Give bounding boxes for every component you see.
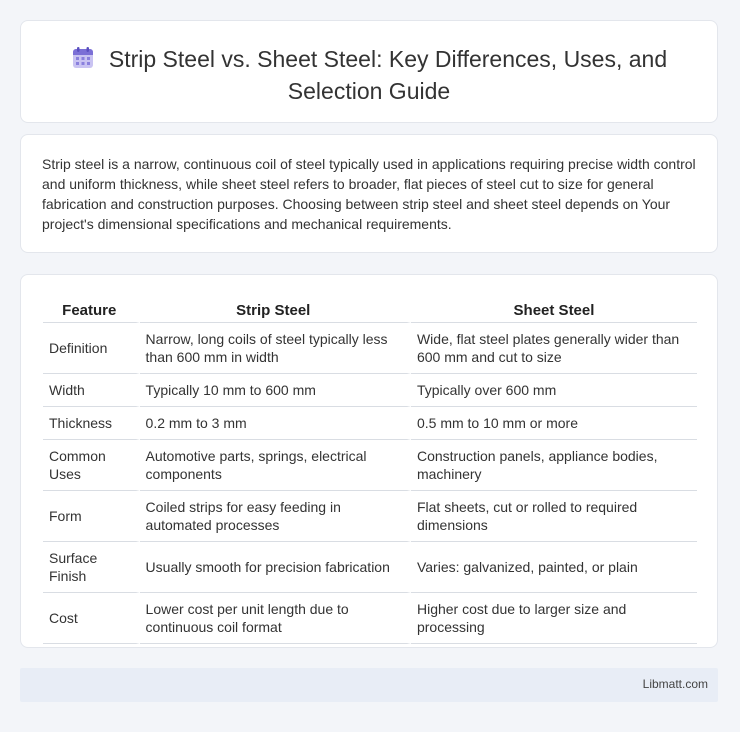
cell-strip: Narrow, long coils of steel typically less than 600 mm in width: [140, 323, 411, 374]
table-row: [43, 374, 697, 407]
cell-sheet: Varies: galvanized, painted, or plain: [411, 542, 697, 593]
intro-card: [20, 134, 718, 253]
cell-sheet: Wide, flat steel plates generally wider than 600 mm and cut to size: [411, 323, 697, 374]
table-row: [43, 491, 697, 542]
cell-strip: Automotive parts, springs, electrical components: [140, 440, 411, 491]
footer-bar: [20, 668, 718, 702]
cell-sheet: Construction panels, appliance bodies, machinery: [411, 440, 697, 491]
cell-sheet: 0.5 mm to 10 mm or more: [411, 407, 697, 440]
title-card: [20, 20, 718, 123]
cell-sheet: Typically over 600 mm: [411, 374, 697, 407]
table-header-row: [43, 295, 697, 323]
table-row: [43, 593, 697, 644]
header-sheet-steel: Sheet Steel: [411, 295, 697, 323]
intro-paragraph: Strip steel is a narrow, continuous coil of steel typically used in applications requiring precise width control and uniform thickness, while sheet steel refers to broader, flat pieces of steel cut to size for general fabrication and construction purposes. Choosing between strip steel and sheet steel depends on Your project's dimensional specifications and mechanical requirements.: [42, 156, 696, 232]
cell-feature: Thickness: [43, 407, 140, 440]
page-title-text: Strip Steel vs. Sheet Steel: Key Differences, Uses, and Selection Guide: [108, 46, 668, 104]
cell-feature: Form: [43, 491, 140, 542]
cell-feature: Definition: [43, 323, 140, 374]
cell-strip: Usually smooth for precision fabrication: [140, 542, 411, 593]
cell-feature: Common Uses: [43, 440, 140, 491]
comparison-table: [43, 295, 697, 644]
cell-strip: Coiled strips for easy feeding in automated processes: [140, 491, 411, 542]
header-strip-steel: Strip Steel: [140, 295, 411, 323]
footer-brand-link[interactable]: Libmatt.com: [642, 677, 708, 691]
table-row: [43, 440, 697, 491]
cell-sheet: Flat sheets, cut or rolled to required dimensions: [411, 491, 697, 542]
calendar-icon: [71, 46, 95, 77]
cell-sheet: Higher cost due to larger size and processing: [411, 593, 697, 644]
page-title: [21, 45, 717, 106]
cell-feature: Cost: [43, 593, 140, 644]
cell-strip: 0.2 mm to 3 mm: [140, 407, 411, 440]
comparison-card: [20, 274, 718, 648]
table-row: [43, 407, 697, 440]
table-row: [43, 323, 697, 374]
table-row: [43, 542, 697, 593]
cell-strip: Lower cost per unit length due to continuous coil format: [140, 593, 411, 644]
cell-strip: Typically 10 mm to 600 mm: [140, 374, 411, 407]
cell-feature: Width: [43, 374, 140, 407]
cell-feature: Surface Finish: [43, 542, 140, 593]
header-feature: Feature: [43, 295, 140, 323]
